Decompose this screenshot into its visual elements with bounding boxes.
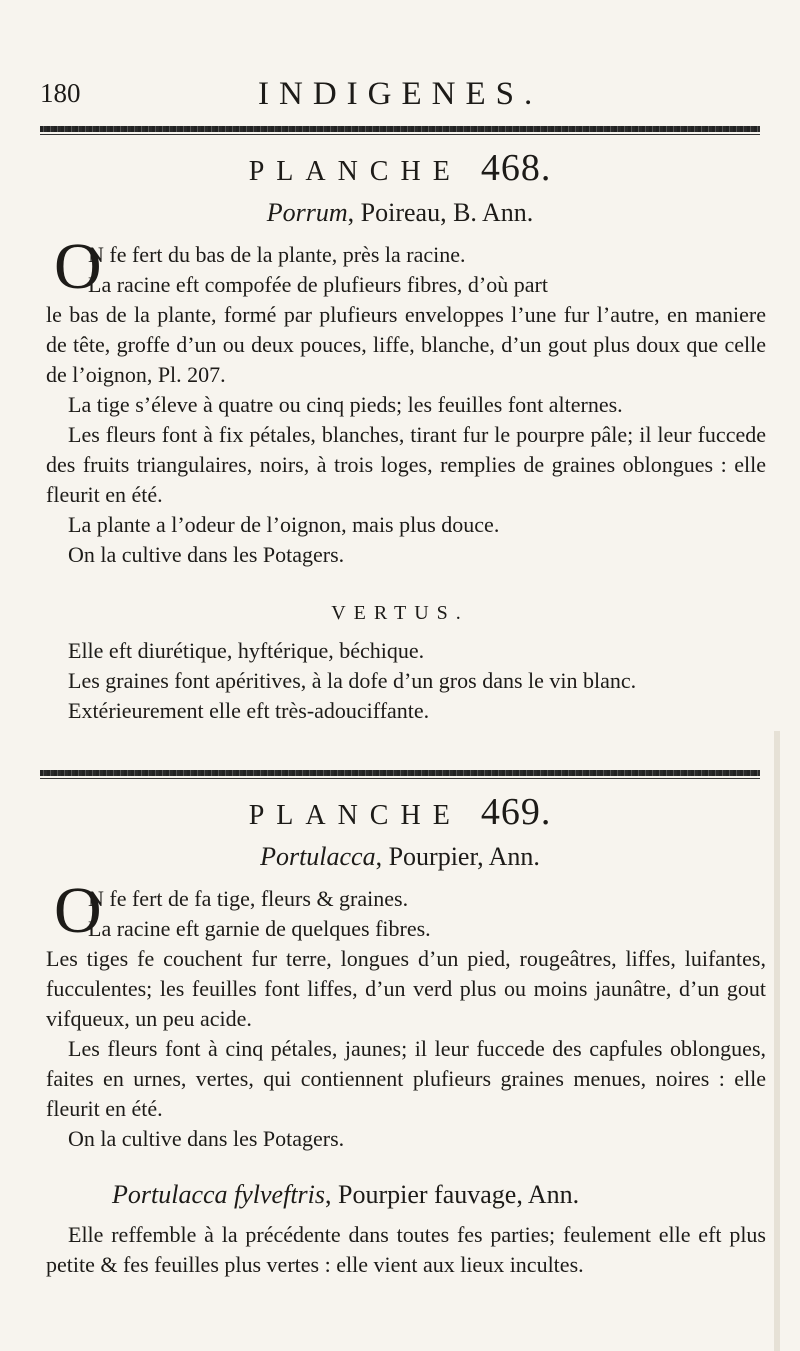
plate-468-paragraph: le bas de la plante, formé par plufieurs enveloppes l’une fur l’autre, en maniere de tête, groffe d’un ou deux pouces, liffe, blanche, d’un gout plus doux que celle de l’oignon, Pl. 207. <box>46 302 766 387</box>
plate-468-intro-line: N fe fert du bas de la plante, près la racine. <box>88 242 466 267</box>
plate-469-title <box>0 790 800 834</box>
page-number: 180 <box>40 78 81 108</box>
plate-468-dropcap: O <box>54 230 102 303</box>
plate-468-virtue: Elle eft diurétique, hyftérique, béchique. <box>68 638 425 663</box>
plate-469-common-names: , Pourpier, Ann. <box>375 842 540 871</box>
plate-469-paragraph: Les tiges fe couchent fur terre, longues d’un pied, rougeâtres, liffes, luifantes, fucculentes; les feuilles font liffes, d’un verd plus ou moins jaunâtre, d’un gout vifqueux, un peu acide. <box>46 946 766 1031</box>
plate-469-variety <box>112 1180 772 1210</box>
plate-469-latin-name: Portulacca <box>260 842 376 871</box>
running-head <box>40 78 760 112</box>
plate-469-variety-paragraph: Elle reffemble à la précédente dans toutes fes parties; feulement elle eft plus petite & fes feuilles plus vertes : elle vient aux lieux incultes. <box>46 1222 766 1277</box>
plate-468-virtues <box>46 636 766 726</box>
plate-469-intro <box>88 884 768 944</box>
plate-468-virtue: Extérieurement elle eft très-adouciffante. <box>68 698 430 723</box>
plate-469-description <box>46 944 766 1154</box>
top-rule <box>40 126 760 132</box>
plate-468-species <box>0 198 800 228</box>
plate-469-dropcap: O <box>54 874 102 947</box>
plate-468-title <box>0 146 800 190</box>
plate-468-description <box>46 300 766 570</box>
plate-469-number: 469. <box>480 791 552 833</box>
plate-469-species <box>0 842 800 872</box>
plate-468-paragraph: La plante a l’odeur de l’oignon, mais plus douce. <box>68 512 500 537</box>
plate-468-paragraph: La tige s’éleve à quatre ou cinq pieds; les feuilles font alternes. <box>68 392 623 417</box>
plate-468-label: PLANCHE <box>248 156 462 187</box>
plate-469-variety-common: , Pourpier fauvage, Ann. <box>325 1180 580 1209</box>
plate-469-paragraph: Les fleurs font à cinq pétales, jaunes; il leur fuccede des capfules oblongues, faites en urnes, vertes, qui contiennent plufieurs graines menues, noires : elle fleurit en été. <box>46 1036 766 1121</box>
plate-468-virtues-heading: VERTUS. <box>331 602 469 624</box>
plate-469-variety-latin: Portulacca fylveftris <box>112 1180 326 1209</box>
plate-468-paragraph: On la cultive dans les Potagers. <box>68 542 345 567</box>
plate-468-virtue: Les graines font apéritives, à la dofe d’un gros dans le vin blanc. <box>68 668 637 693</box>
running-title: INDIGENES. <box>258 76 543 112</box>
plate-469-paragraph: On la cultive dans les Potagers. <box>68 1126 345 1151</box>
middle-rule <box>40 770 760 776</box>
plate-468-intro <box>88 240 768 300</box>
plate-468-latin-name: Porrum <box>266 198 348 227</box>
plate-469-intro-line: N fe fert de fa tige, fleurs & graines. <box>88 886 409 911</box>
plate-469-intro-line: La racine eft garnie de quelques fibres. <box>88 916 431 941</box>
plate-468-intro-line: La racine eft compofée de plufieurs fibres, d’où part <box>88 272 548 297</box>
plate-468-number: 468. <box>480 147 552 189</box>
plate-468-paragraph: Les fleurs font à fix pétales, blanches, tirant fur le pourpre pâle; il leur fuccede des fruits triangulaires, noirs, à trois loges, remplies de graines oblongues : elle fleurit en été. <box>46 422 766 507</box>
page-edge-shadow <box>774 731 780 1351</box>
plate-469-variety-description <box>46 1220 766 1280</box>
plate-469-label: PLANCHE <box>248 800 462 831</box>
plate-468-common-names: , Poireau, B. Ann. <box>347 198 534 227</box>
